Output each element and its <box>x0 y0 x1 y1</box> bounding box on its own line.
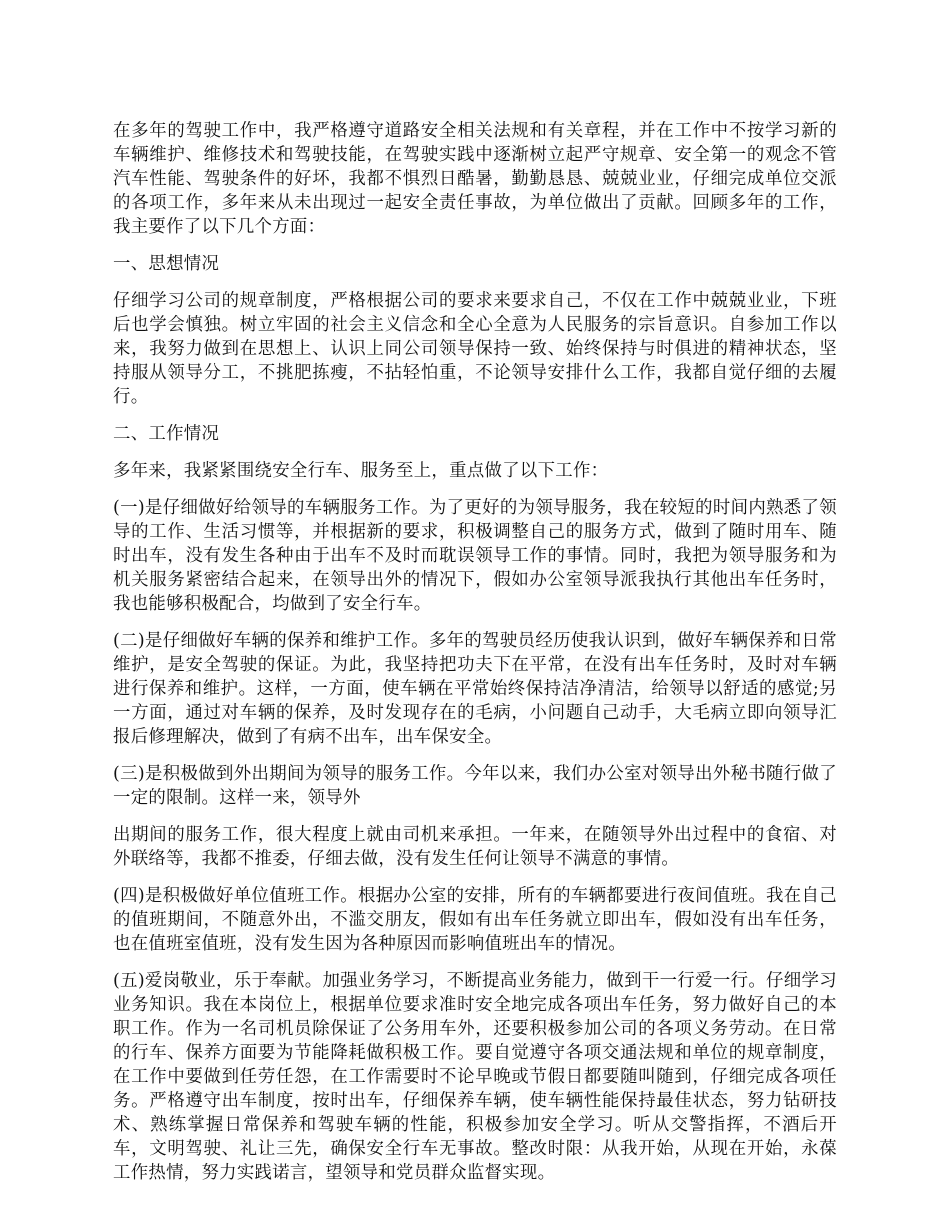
work-intro-paragraph: 多年来，我紧紧围绕安全行车、服务至上，重点做了以下工作： <box>113 461 609 481</box>
intro-paragraph: 在多年的驾驶工作中，我严格遵守道路安全相关法规和有关章程，并在工作中不按学习新的车辆维护、维修技术和驾驶技能，在驾驶实践中逐渐树立起严守规章、安全第一的观念不管汽车性能、驾驶条件的好坏，我都不惧烈日酷暑，勤勤恳恳、兢兢业业，仔细完成单位交派的各项工作，多年来从未出现过一起安全责任事故，为单位做出了贡献。回顾多年的工作，我主要作了以下几个方面： <box>113 121 837 237</box>
work-item-3-paragraph: (三)是积极做到外出期间为领导的服务工作。今年以来，我们办公室对领导出外秘书随行做了一定的限制。这样一来，领导外 <box>113 764 837 808</box>
document-body <box>113 119 837 1198</box>
work-item-5-paragraph: (五)爱岗敬业，乐于奉献。加强业务学习，不断提高业务能力，做到干一行爱一行。仔细学习业务知识。我在本岗位上，根据单位要求准时安全地完成各项出车任务，努力做好自己的本职工作。作为一名司机员除保证了公务用车外，还要积极参加公司的各项义务劳动。在日常的行车、保养方面要为节能降耗做积极工作。要自觉遵守各项交通法规和单位的规章制度，在工作中要做到任劳任怨，在工作需要时不论早晚或节假日都要随叫随到，仔细完成各项任务。严格遵守出车制度，按时出车，仔细保养车辆，使车辆性能保持最佳状态，努力钻研技术、熟练掌握日常保养和驾驶车辆的性能，积极参加安全学习。听从交警指挥，不酒后开车，文明驾驶、礼让三先，确保安全行车无事故。整改时限：从我开始，从现在开始，永葆工作热情，努力实践诺言，望领导和党员群众监督实现。 <box>113 971 837 1183</box>
work-item-4-paragraph: (四)是积极做好单位值班工作。根据办公室的安排，所有的车辆都要进行夜间值班。我在自己的值班期间，不随意外出，不滥交朋友，假如有出车任务就立即出车，假如没有出车任务，也在值班室值班，没有发生因为各种原因而影响值班出车的情况。 <box>113 886 837 954</box>
section-heading-thought: 一、思想情况 <box>113 254 220 274</box>
work-item-1-paragraph: (一)是仔细做好给领导的车辆服务工作。为了更好的为领导服务，我在较短的时间内熟悉了领导的工作、生活习惯等，并根据新的要求，积极调整自己的服务方式，做到了随时用车、随时出车，没有发生各种由于出车不及时而耽误领导工作的事情。同时，我把为领导服务和为机关服务紧密结合起来，在领导出外的情况下，假如办公室领导派我执行其他出车任务时，我也能够积极配合，均做到了安全行车。 <box>113 498 837 614</box>
work-item-3-continuation: 出期间的服务工作，很大程度上就由司机来承担。一年来，在随领导外出过程中的食宿、对外联络等，我都不推委，仔细去做，没有发生任何让领导不满意的事情。 <box>113 825 837 869</box>
thought-paragraph: 仔细学习公司的规章制度，严格根据公司的要求来要求自己，不仅在工作中兢兢业业，下班后也学会慎独。树立牢固的社会主义信念和全心全意为人民服务的宗旨意识。自参加工作以来，我努力做到在思想上、认识上同公司领导保持一致、始终保持与时俱进的精神状态，坚持服从领导分工，不挑肥拣瘦，不拈轻怕重，不论领导安排什么工作，我都自觉仔细的去履行。 <box>113 291 837 407</box>
work-item-2-paragraph: (二)是仔细做好车辆的保养和维护工作。多年的驾驶员经历使我认识到，做好车辆保养和日常维护，是安全驾驶的保证。为此，我坚持把功夫下在平常，在没有出车任务时，及时对车辆进行保养和维护。这样，一方面，使车辆在平常始终保持洁净清洁，给领导以舒适的感觉;另一方面，通过对车辆的保养，及时发现存在的毛病，小问题自己动手，大毛病立即向领导汇报后修理解决，做到了有病不出车，出车保安全。 <box>113 631 837 747</box>
section-heading-work: 二、工作情况 <box>113 424 220 444</box>
